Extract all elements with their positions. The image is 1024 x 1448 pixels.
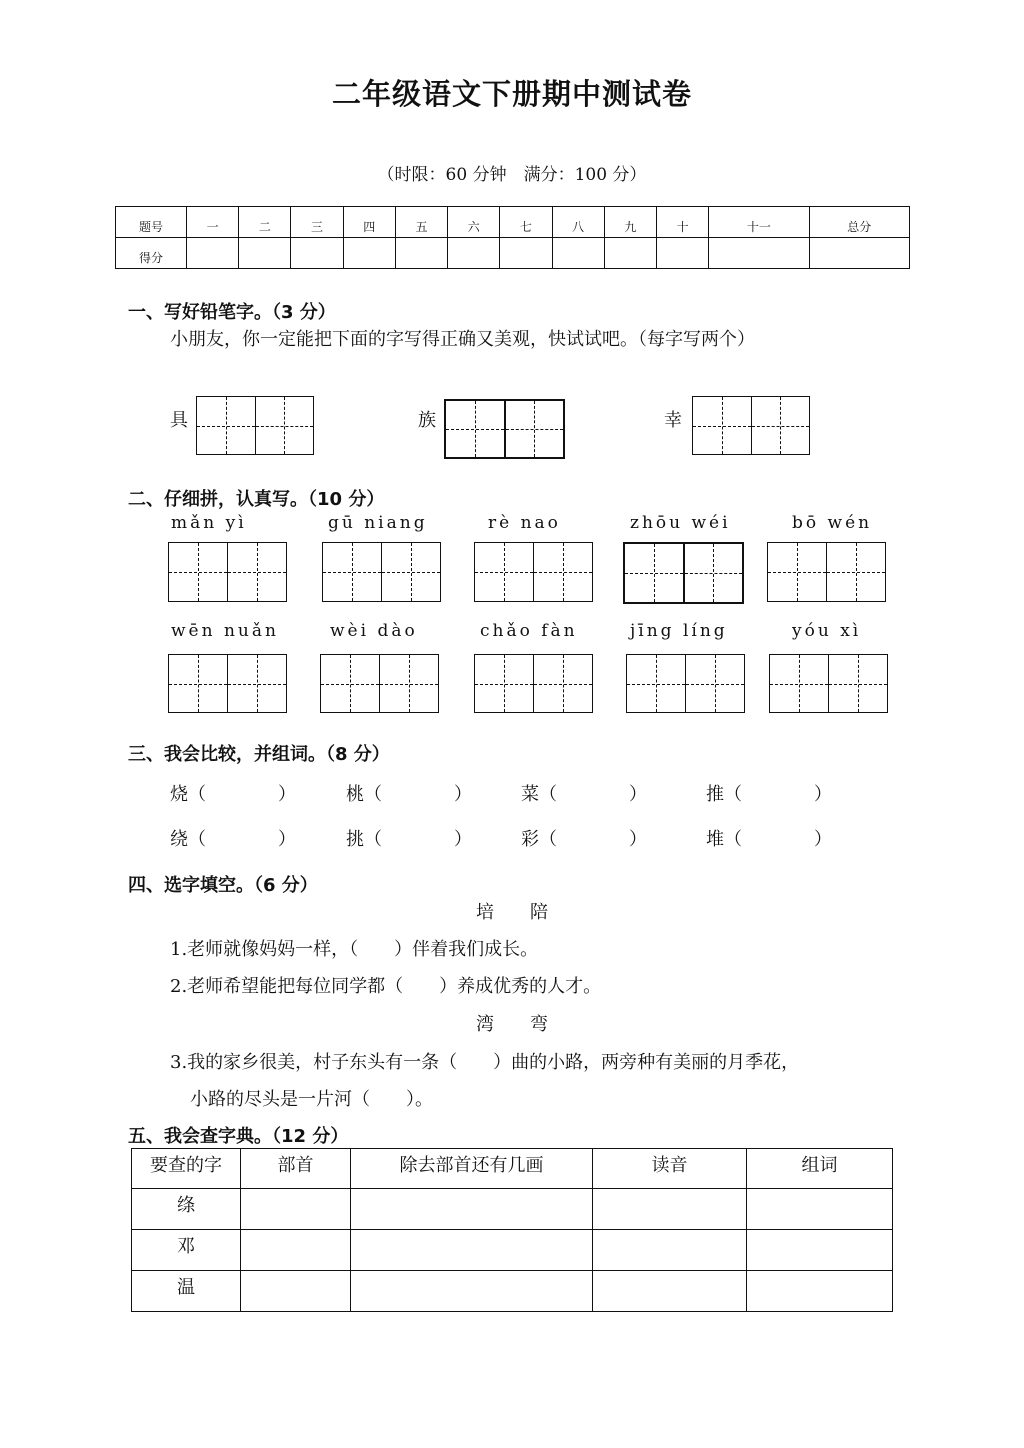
score-cell: 五 — [395, 207, 447, 238]
dictionary-header: 组词 — [747, 1149, 893, 1189]
writing-grid[interactable] — [623, 542, 744, 604]
score-input-cell[interactable] — [448, 238, 500, 269]
word-blank[interactable]: 绕（ ） — [170, 829, 296, 850]
score-cell: 一 — [187, 207, 239, 238]
pinyin-label: wēn nuǎn — [171, 621, 279, 641]
section-4-heading: 四、选字填空。（6 分） — [128, 875, 318, 896]
writing-grid[interactable] — [168, 542, 287, 602]
dictionary-header-row — [132, 1149, 893, 1189]
writing-grid[interactable] — [168, 654, 287, 713]
pinyin-label: mǎn yì — [171, 513, 247, 533]
fill-question[interactable]: 2.老师希望能把每位同学都（ ）养成优秀的人才。 — [170, 976, 602, 997]
section-1-heading: 一、写好铅笔字。（3 分） — [128, 302, 336, 323]
answer-cell[interactable] — [241, 1271, 351, 1312]
score-input-cell[interactable] — [500, 238, 552, 269]
pinyin-label: jīng líng — [630, 621, 728, 641]
pinyin-label: chǎo fàn — [480, 621, 578, 641]
score-cell: 七 — [500, 207, 552, 238]
score-cell: 八 — [552, 207, 604, 238]
word-blank[interactable]: 推（ ） — [706, 784, 832, 805]
score-cell: 六 — [448, 207, 500, 238]
char-choice-pair: 湾 弯 — [476, 1014, 548, 1035]
page-title: 二年级语文下册期中测试卷 — [331, 77, 692, 111]
writing-grid[interactable] — [444, 399, 565, 459]
section-5-heading: 五、我会查字典。（12 分） — [128, 1126, 349, 1147]
pinyin-label: zhōu wéi — [630, 513, 731, 533]
char-choice-pair: 培 陪 — [476, 902, 548, 923]
answer-cell[interactable] — [747, 1230, 893, 1271]
score-table-score-row — [116, 238, 910, 269]
pinyin-label: rè nao — [488, 513, 561, 533]
word-blank[interactable]: 堆（ ） — [706, 829, 832, 850]
model-char: 具 — [170, 410, 188, 431]
pinyin-label: yóu xì — [792, 621, 862, 641]
answer-cell[interactable] — [593, 1230, 747, 1271]
answer-cell[interactable] — [747, 1189, 893, 1230]
score-input-cell[interactable] — [809, 238, 909, 269]
section-2-heading: 二、仔细拼，认真写。（10 分） — [128, 489, 385, 510]
dictionary-header: 要查的字 — [132, 1149, 241, 1189]
section-3-heading: 三、我会比较，并组词。（8 分） — [128, 744, 390, 765]
fill-question[interactable]: 1.老师就像妈妈一样，（ ）伴着我们成长。 — [170, 939, 539, 960]
pinyin-label: bō wén — [792, 513, 873, 533]
writing-grid[interactable] — [474, 654, 593, 713]
answer-cell[interactable] — [351, 1271, 593, 1312]
score-input-cell[interactable] — [343, 238, 395, 269]
score-row-label: 得分 — [116, 238, 187, 269]
writing-grid[interactable] — [626, 654, 745, 713]
fill-question-continued[interactable]: 小路的尽头是一片河（ ）。 — [190, 1089, 433, 1110]
writing-grid[interactable] — [474, 542, 593, 602]
section-1-instruction: 小朋友，你一定能把下面的字写得正确又美观，快试试吧。（每字写两个） — [170, 329, 755, 350]
score-input-cell[interactable] — [552, 238, 604, 269]
model-char: 幸 — [664, 410, 682, 431]
score-cell: 十一 — [709, 207, 809, 238]
score-cell: 九 — [604, 207, 656, 238]
word-blank[interactable]: 桃（ ） — [346, 784, 472, 805]
answer-cell[interactable] — [351, 1189, 593, 1230]
answer-cell[interactable] — [593, 1271, 747, 1312]
writing-grid[interactable] — [692, 396, 810, 455]
score-input-cell[interactable] — [239, 238, 291, 269]
word-blank[interactable]: 彩（ ） — [521, 829, 647, 850]
lookup-char: 绦 — [132, 1189, 241, 1230]
score-cell: 四 — [343, 207, 395, 238]
word-blank[interactable]: 菜（ ） — [521, 784, 647, 805]
dictionary-row — [132, 1271, 893, 1312]
fill-question[interactable]: 3.我的家乡很美，村子东头有一条（ ）曲的小路，两旁种有美丽的月季花， — [170, 1052, 800, 1073]
model-char: 族 — [418, 410, 436, 431]
score-input-cell[interactable] — [709, 238, 809, 269]
score-cell: 总分 — [809, 207, 909, 238]
dictionary-header: 读音 — [593, 1149, 747, 1189]
score-input-cell[interactable] — [291, 238, 343, 269]
score-cell: 十 — [656, 207, 708, 238]
answer-cell[interactable] — [351, 1230, 593, 1271]
word-blank[interactable]: 挑（ ） — [346, 829, 472, 850]
writing-grid[interactable] — [320, 654, 439, 713]
writing-grid[interactable] — [767, 542, 886, 602]
score-cell: 二 — [239, 207, 291, 238]
answer-cell[interactable] — [241, 1230, 351, 1271]
dictionary-row — [132, 1230, 893, 1271]
dictionary-header: 部首 — [241, 1149, 351, 1189]
score-cell: 三 — [291, 207, 343, 238]
writing-grid[interactable] — [322, 542, 441, 602]
exam-info: （时限：60 分钟 满分：100 分） — [377, 165, 647, 185]
dictionary-table — [131, 1148, 893, 1312]
answer-cell[interactable] — [593, 1189, 747, 1230]
answer-cell[interactable] — [241, 1189, 351, 1230]
dictionary-row — [132, 1189, 893, 1230]
lookup-char: 温 — [132, 1271, 241, 1312]
pinyin-label: wèi dào — [330, 621, 418, 641]
word-blank[interactable]: 烧（ ） — [170, 784, 296, 805]
score-cell: 题号 — [116, 207, 187, 238]
score-input-cell[interactable] — [604, 238, 656, 269]
score-input-cell[interactable] — [656, 238, 708, 269]
lookup-char: 邓 — [132, 1230, 241, 1271]
score-input-cell[interactable] — [395, 238, 447, 269]
answer-cell[interactable] — [747, 1271, 893, 1312]
dictionary-header: 除去部首还有几画 — [351, 1149, 593, 1189]
score-table — [115, 206, 910, 269]
score-table-header-row — [116, 207, 910, 238]
writing-grid[interactable] — [196, 396, 314, 455]
writing-grid[interactable] — [769, 654, 888, 713]
pinyin-label: gū niang — [328, 513, 428, 533]
score-input-cell[interactable] — [187, 238, 239, 269]
